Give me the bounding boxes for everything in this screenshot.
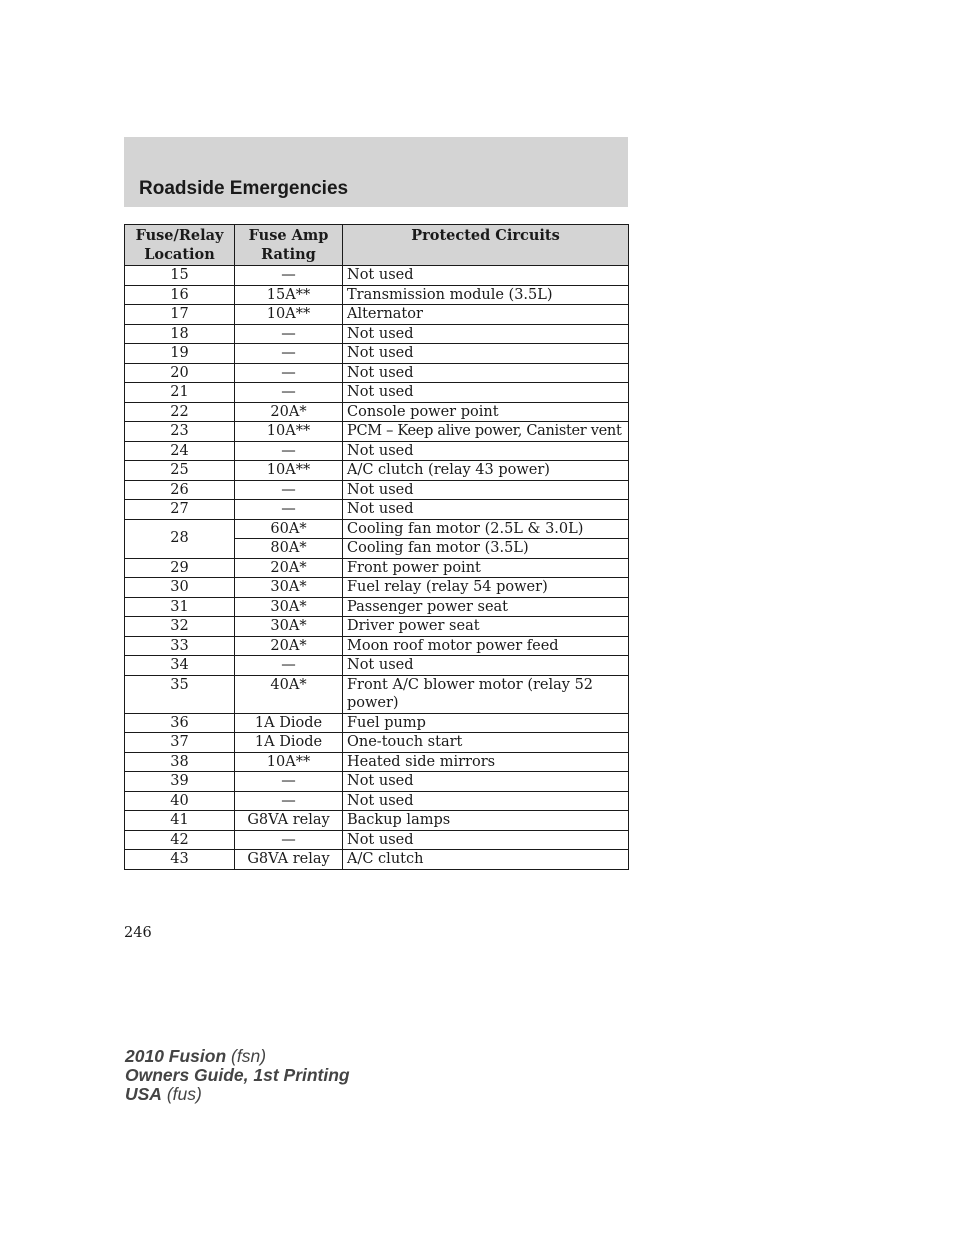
cell-location: 24 xyxy=(125,441,235,461)
table-row xyxy=(125,850,629,870)
cell-location: 41 xyxy=(125,811,235,831)
table-row xyxy=(125,830,629,850)
cell-location: 26 xyxy=(125,480,235,500)
cell-amp: — xyxy=(235,772,343,792)
cell-location: 22 xyxy=(125,402,235,422)
cell-location: 32 xyxy=(125,617,235,637)
cell-circuit: Passenger power seat xyxy=(343,597,629,617)
cell-amp: 15A** xyxy=(235,285,343,305)
cell-circuit: A/C clutch xyxy=(343,850,629,870)
table-row xyxy=(125,266,629,286)
table-row xyxy=(125,558,629,578)
table-row xyxy=(125,422,629,442)
cell-circuit: Console power point xyxy=(343,402,629,422)
cell-location: 20 xyxy=(125,363,235,383)
cell-location: 27 xyxy=(125,500,235,520)
cell-amp: — xyxy=(235,656,343,676)
cell-circuit: Moon roof motor power feed xyxy=(343,636,629,656)
cell-circuit: One-touch start xyxy=(343,733,629,753)
cell-location: 31 xyxy=(125,597,235,617)
table-row xyxy=(125,578,629,598)
cell-circuit: Cooling fan motor (3.5L) xyxy=(343,539,629,559)
cell-location: 18 xyxy=(125,324,235,344)
cell-circuit: Alternator xyxy=(343,305,629,325)
cell-location: 25 xyxy=(125,461,235,481)
cell-location: 37 xyxy=(125,733,235,753)
table-row xyxy=(125,480,629,500)
cell-location: 42 xyxy=(125,830,235,850)
cell-circuit: Not used xyxy=(343,383,629,403)
cell-circuit: Not used xyxy=(343,363,629,383)
cell-location: 28 xyxy=(125,519,235,558)
table-row xyxy=(125,617,629,637)
table-row xyxy=(125,752,629,772)
cell-amp: 10A** xyxy=(235,422,343,442)
cell-circuit: Not used xyxy=(343,266,629,286)
cell-circuit: Backup lamps xyxy=(343,811,629,831)
cell-amp: 40A* xyxy=(235,675,343,713)
footer-line-region: USA (fus) xyxy=(125,1084,202,1104)
cell-location: 17 xyxy=(125,305,235,325)
cell-circuit: Transmission module (3.5L) xyxy=(343,285,629,305)
cell-amp: 20A* xyxy=(235,402,343,422)
table-row xyxy=(125,363,629,383)
cell-amp: 1A Diode xyxy=(235,733,343,753)
cell-location: 21 xyxy=(125,383,235,403)
column-header-protected-circuits: Protected Circuits xyxy=(343,225,629,266)
column-header-amp-rating: Fuse Amp Rating xyxy=(235,225,343,266)
table-header-row xyxy=(125,225,629,266)
table-row xyxy=(125,811,629,831)
cell-location: 35 xyxy=(125,675,235,713)
table-row xyxy=(125,656,629,676)
cell-amp: — xyxy=(235,266,343,286)
table-row xyxy=(125,733,629,753)
cell-circuit: Fuel pump xyxy=(343,713,629,733)
cell-location: 19 xyxy=(125,344,235,364)
cell-amp: — xyxy=(235,441,343,461)
table-row xyxy=(125,500,629,520)
footer-line-model: 2010 Fusion (fsn) xyxy=(125,1046,267,1066)
cell-amp: — xyxy=(235,480,343,500)
cell-amp: — xyxy=(235,344,343,364)
table-row xyxy=(125,402,629,422)
cell-amp: — xyxy=(235,383,343,403)
cell-amp: — xyxy=(235,500,343,520)
table-row xyxy=(125,305,629,325)
table-row xyxy=(125,441,629,461)
cell-location: 33 xyxy=(125,636,235,656)
cell-circuit: Not used xyxy=(343,772,629,792)
table-row xyxy=(125,383,629,403)
cell-amp: — xyxy=(235,791,343,811)
cell-location: 39 xyxy=(125,772,235,792)
section-title: Roadside Emergencies xyxy=(139,178,349,199)
cell-circuit: Not used xyxy=(343,500,629,520)
cell-location: 29 xyxy=(125,558,235,578)
cell-circuit: Not used xyxy=(343,344,629,364)
cell-circuit: Cooling fan motor (2.5L & 3.0L) xyxy=(343,519,629,539)
cell-circuit: Not used xyxy=(343,830,629,850)
table-row xyxy=(125,791,629,811)
cell-amp: 1A Diode xyxy=(235,713,343,733)
cell-circuit: Front power point xyxy=(343,558,629,578)
cell-circuit: Driver power seat xyxy=(343,617,629,637)
table-row xyxy=(125,344,629,364)
cell-amp: 10A** xyxy=(235,752,343,772)
cell-location: 15 xyxy=(125,266,235,286)
cell-circuit: Front A/C blower motor (relay 52 power) xyxy=(343,675,629,713)
cell-circuit: Fuel relay (relay 54 power) xyxy=(343,578,629,598)
cell-amp: — xyxy=(235,324,343,344)
table-row xyxy=(125,324,629,344)
cell-amp: 30A* xyxy=(235,597,343,617)
column-header-location: Fuse/Relay Location xyxy=(125,225,235,266)
cell-amp: 10A** xyxy=(235,461,343,481)
cell-circuit: Not used xyxy=(343,324,629,344)
cell-amp: 80A* xyxy=(235,539,343,559)
table-row xyxy=(125,713,629,733)
cell-amp: 20A* xyxy=(235,636,343,656)
cell-amp: G8VA relay xyxy=(235,811,343,831)
cell-circuit: Not used xyxy=(343,441,629,461)
table-row xyxy=(125,285,629,305)
cell-amp: 20A* xyxy=(235,558,343,578)
cell-circuit: Not used xyxy=(343,791,629,811)
cell-amp: 30A* xyxy=(235,617,343,637)
fuse-table xyxy=(124,224,629,870)
table-row xyxy=(125,772,629,792)
table-row xyxy=(125,519,629,539)
cell-amp: — xyxy=(235,363,343,383)
cell-location: 16 xyxy=(125,285,235,305)
table-row xyxy=(125,675,629,713)
footer-line-guide: Owners Guide, 1st Printing xyxy=(125,1065,350,1085)
table-row xyxy=(125,636,629,656)
cell-amp: 30A* xyxy=(235,578,343,598)
cell-location: 30 xyxy=(125,578,235,598)
cell-location: 38 xyxy=(125,752,235,772)
cell-location: 40 xyxy=(125,791,235,811)
cell-location: 43 xyxy=(125,850,235,870)
table-row xyxy=(125,597,629,617)
cell-amp: — xyxy=(235,830,343,850)
cell-location: 36 xyxy=(125,713,235,733)
page-number: 246 xyxy=(124,925,152,941)
cell-location: 23 xyxy=(125,422,235,442)
cell-circuit: Not used xyxy=(343,656,629,676)
cell-circuit: PCM – Keep alive power, Canister vent xyxy=(343,422,629,442)
cell-amp: 60A* xyxy=(235,519,343,539)
cell-circuit: A/C clutch (relay 43 power) xyxy=(343,461,629,481)
section-header-band xyxy=(124,137,628,207)
cell-circuit: Not used xyxy=(343,480,629,500)
cell-location: 34 xyxy=(125,656,235,676)
cell-circuit: Heated side mirrors xyxy=(343,752,629,772)
cell-amp: 10A** xyxy=(235,305,343,325)
table-row xyxy=(125,461,629,481)
footer-imprint xyxy=(125,1047,350,1104)
cell-amp: G8VA relay xyxy=(235,850,343,870)
